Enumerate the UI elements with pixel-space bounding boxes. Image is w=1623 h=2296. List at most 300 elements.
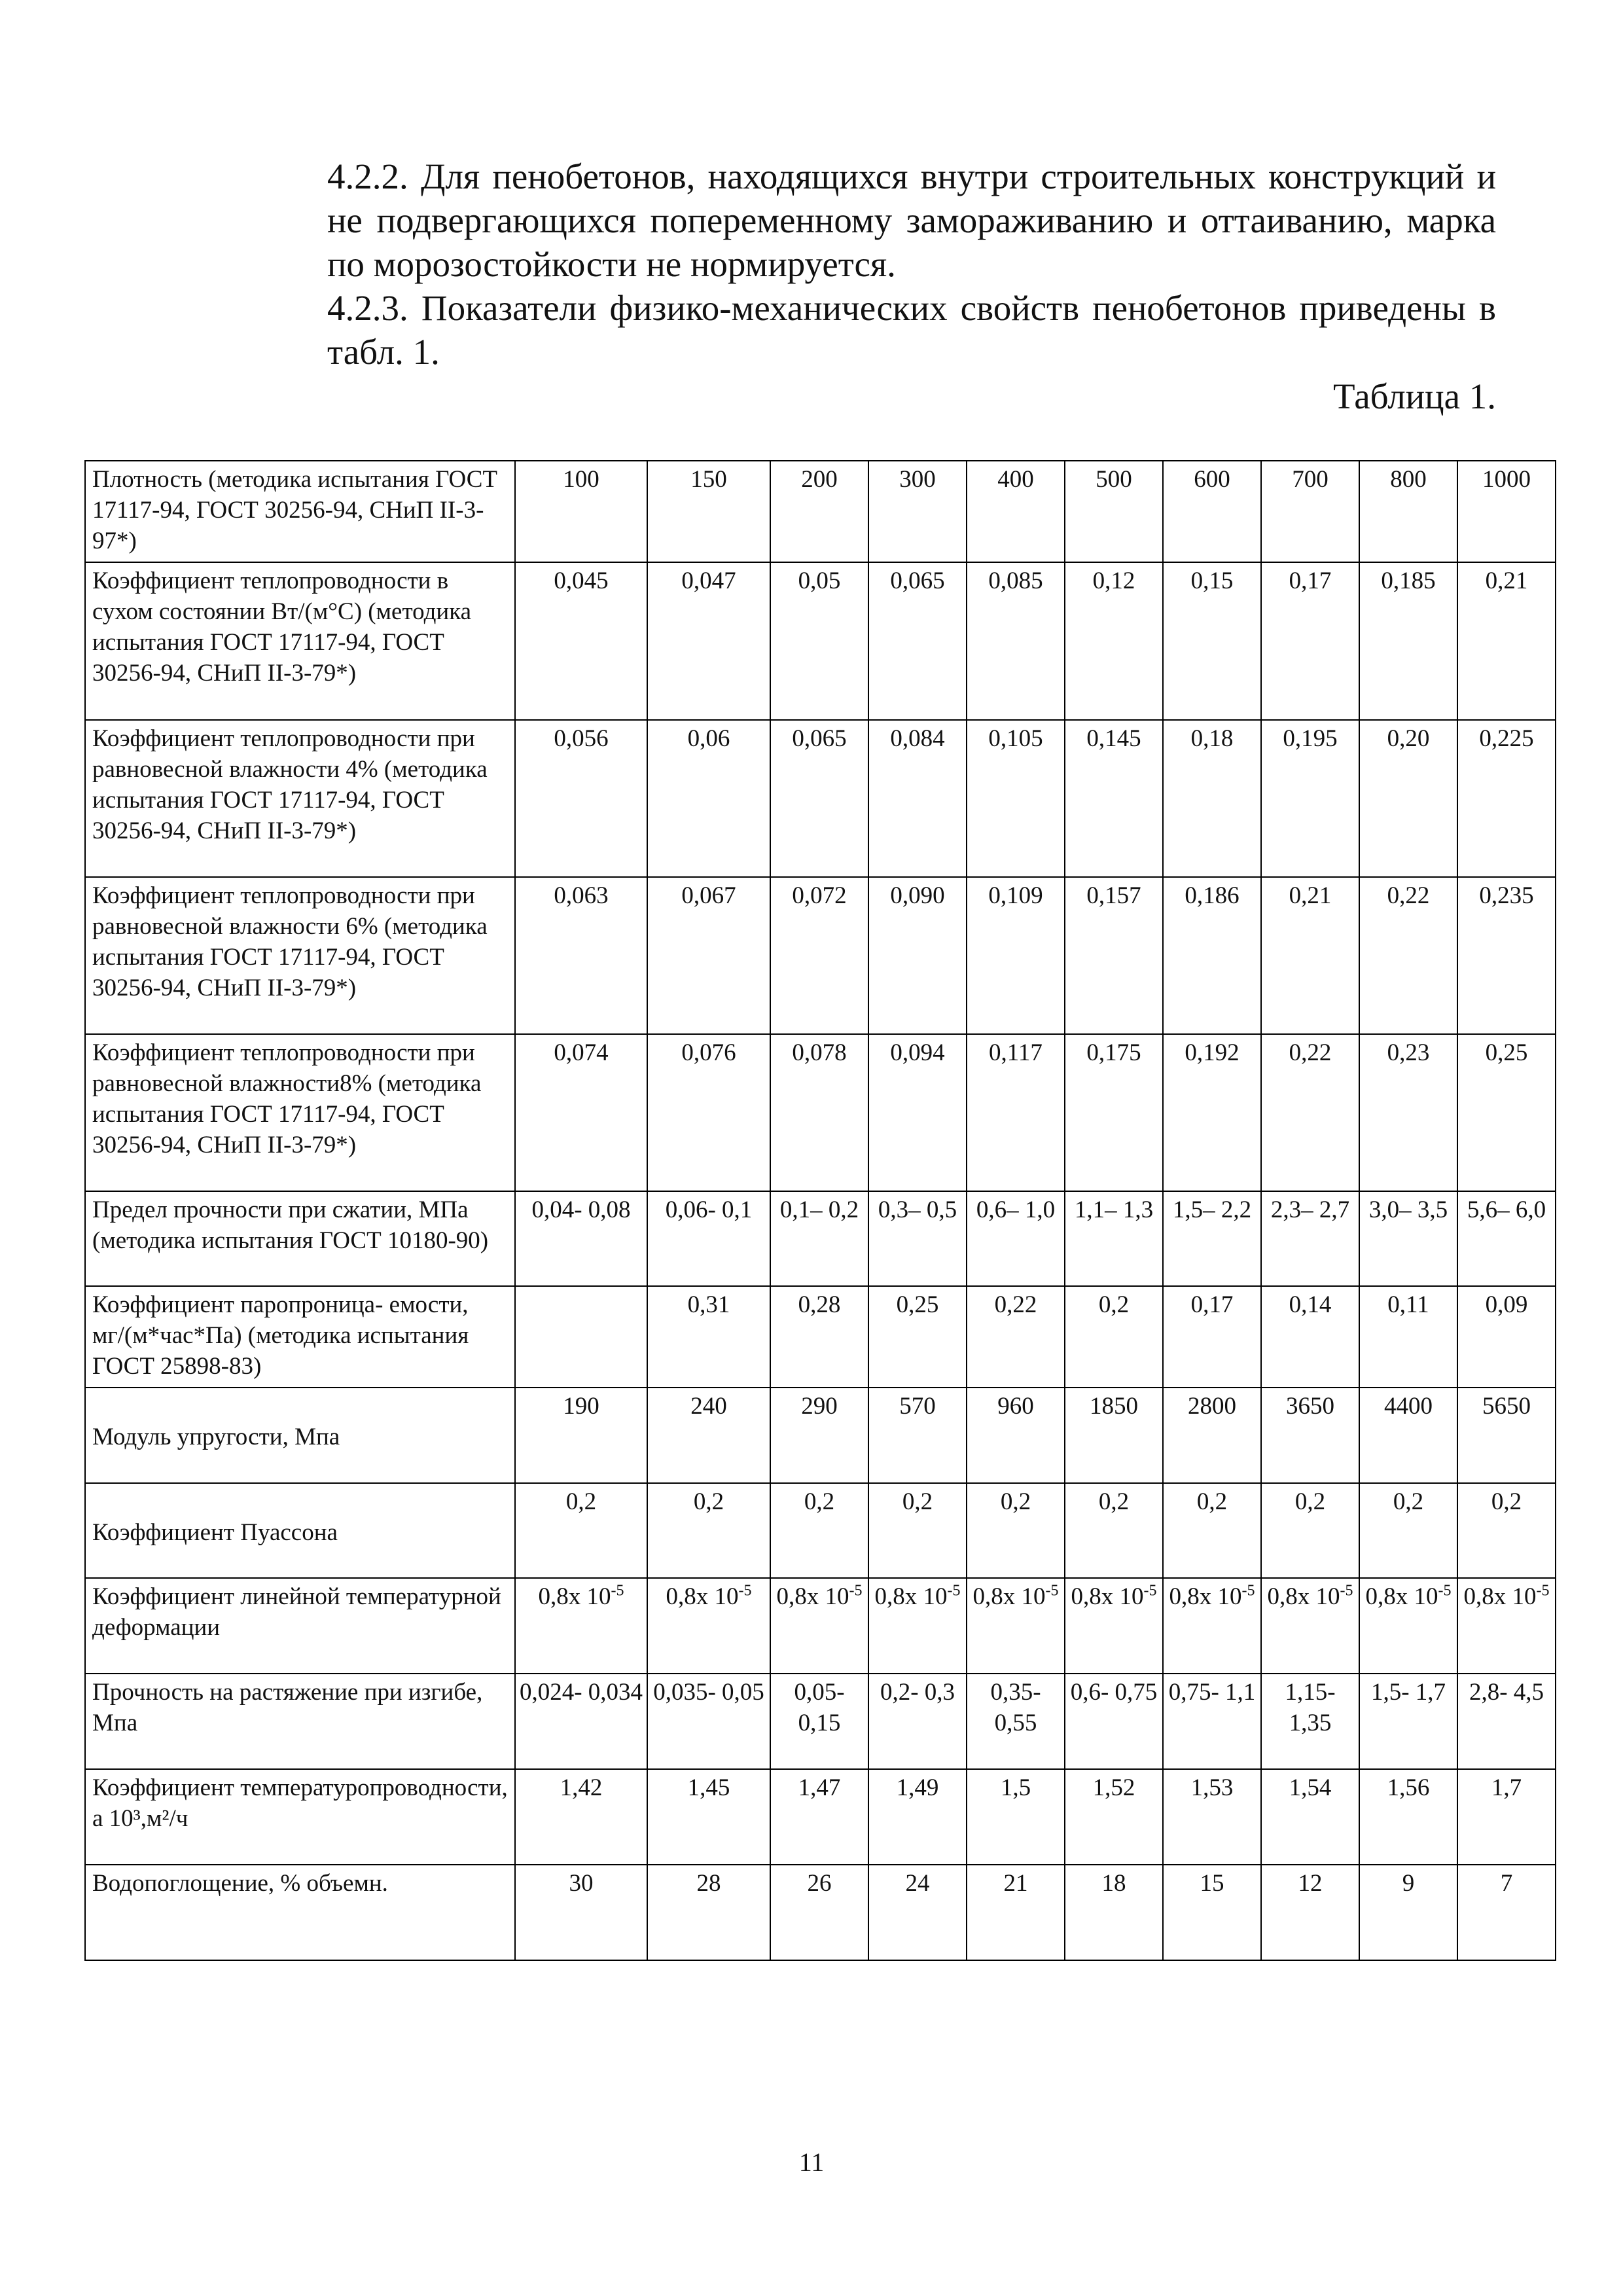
value-cell — [967, 1865, 1065, 1960]
cell-value: 0,05- 0,15 — [794, 1679, 845, 1736]
cell-value: 28 — [696, 1870, 721, 1897]
value-cell — [647, 1769, 770, 1865]
value-cell — [1065, 461, 1163, 562]
cell-value: 1,15- 1,35 — [1285, 1679, 1336, 1736]
value-cell — [1457, 1578, 1556, 1674]
table-row — [85, 1191, 1556, 1286]
cell-value: 0,6- 0,75 — [1070, 1679, 1158, 1706]
value-cell — [1163, 877, 1261, 1034]
value-cell — [967, 1769, 1065, 1865]
value-cell — [1457, 1286, 1556, 1388]
value-cell — [647, 1674, 770, 1769]
value-cell — [1359, 1578, 1457, 1674]
cell-value: 0,04- 0,08 — [531, 1196, 631, 1223]
value-cell — [868, 877, 967, 1034]
cell-value: 15 — [1200, 1870, 1224, 1897]
cell-value: 600 — [1194, 466, 1230, 493]
cell-value: 1,45 — [687, 1774, 730, 1801]
cell-value: 0,105 — [988, 725, 1043, 752]
cell-value: 0,186 — [1185, 882, 1240, 909]
cell-value: 570 — [899, 1393, 936, 1420]
value-cell — [770, 1483, 868, 1578]
table-row — [85, 1034, 1556, 1191]
cell-value: 0,084 — [890, 725, 945, 752]
paragraph-4-2-2: 4.2.2. Для пенобетонов, находящихся внутри строительных конструкций и не подвергающихся попеременному замораживанию и оттаиванию, марка по морозостойкости не нормируется. — [327, 156, 1496, 284]
value-cell — [515, 1578, 647, 1674]
cell-value: 2,8- 4,5 — [1469, 1679, 1544, 1706]
row-label-text: Плотность (методика испытания ГОСТ 17117-94, ГОСТ 30256-94, СНиП II-3-97*) — [92, 466, 498, 554]
value-cell — [1457, 1674, 1556, 1769]
value-cell — [1261, 1388, 1359, 1483]
cell-value: 0,192 — [1185, 1039, 1240, 1066]
cell-value: 12 — [1298, 1870, 1323, 1897]
value-cell — [868, 1388, 967, 1483]
cell-value: 1,42 — [560, 1774, 603, 1801]
exponent: -5 — [1438, 1582, 1452, 1600]
value-cell — [515, 461, 647, 562]
cell-value: 0,6– 1,0 — [976, 1196, 1056, 1223]
cell-value: 0,8х 10 — [538, 1583, 611, 1610]
paragraph-4-2-3: 4.2.3. Показатели физико-механических свойств пенобетонов приведены в табл. 1. — [327, 288, 1496, 372]
value-cell — [868, 1865, 967, 1960]
row-label-text: Коэффициент теплопроводности при равновесной влажности8% (методика испытания ГОСТ 17117-94, ГОСТ 30256-94, СНиП II-3-79*) — [92, 1039, 482, 1158]
cell-value: 0,09 — [1485, 1291, 1528, 1318]
cell-value: 0,094 — [890, 1039, 945, 1066]
value-cell — [647, 1578, 770, 1674]
cell-value: 0,15 — [1190, 567, 1234, 594]
value-cell — [647, 1191, 770, 1286]
value-cell — [647, 1865, 770, 1960]
table-row — [85, 562, 1556, 720]
value-cell — [770, 461, 868, 562]
cell-value: 0,065 — [792, 725, 847, 752]
value-cell — [770, 1769, 868, 1865]
value-cell — [770, 1578, 868, 1674]
value-cell — [967, 1483, 1065, 1578]
cell-value: 0,06- 0,1 — [665, 1196, 753, 1223]
value-cell — [1261, 720, 1359, 877]
cell-value: 0,090 — [890, 882, 945, 909]
cell-value: 0,175 — [1086, 1039, 1141, 1066]
cell-value: 0,8х 10 — [1169, 1583, 1242, 1610]
cell-value: 0,1– 0,2 — [779, 1196, 859, 1223]
row-label — [85, 1388, 515, 1483]
value-cell — [1457, 461, 1556, 562]
cell-value: 0,2 — [1294, 1488, 1326, 1515]
row-label — [85, 1191, 515, 1286]
table-row — [85, 720, 1556, 877]
value-cell — [1261, 1578, 1359, 1674]
cell-value: 18 — [1101, 1870, 1126, 1897]
cell-value: 1,52 — [1092, 1774, 1135, 1801]
cell-value: 0,072 — [792, 882, 847, 909]
row-label — [85, 1483, 515, 1578]
cell-value: 30 — [569, 1870, 594, 1897]
cell-value: 700 — [1292, 466, 1329, 493]
cell-value: 0,117 — [989, 1039, 1043, 1066]
cell-value: 1850 — [1090, 1393, 1138, 1420]
cell-value: 21 — [1003, 1870, 1028, 1897]
value-cell — [1163, 461, 1261, 562]
value-cell — [1261, 1286, 1359, 1388]
value-cell — [1065, 1483, 1163, 1578]
value-cell — [1359, 562, 1457, 720]
cell-value: 0,23 — [1387, 1039, 1430, 1066]
exponent: -5 — [947, 1582, 961, 1600]
exponent: -5 — [849, 1582, 863, 1600]
value-cell — [647, 562, 770, 720]
cell-value: 0,2 — [693, 1488, 724, 1515]
value-cell — [1359, 1034, 1457, 1191]
value-cell — [1359, 1674, 1457, 1769]
exponent: -5 — [1143, 1582, 1157, 1600]
table-row — [85, 1674, 1556, 1769]
cell-value: 0,22 — [1387, 882, 1430, 909]
row-label-text: Коэффициент Пуассона — [92, 1519, 338, 1546]
value-cell — [1359, 1483, 1457, 1578]
cell-value: 0,28 — [798, 1291, 841, 1318]
cell-value: 960 — [997, 1393, 1034, 1420]
value-cell — [1163, 1286, 1261, 1388]
cell-value: 0,2 — [565, 1488, 597, 1515]
value-cell — [770, 1191, 868, 1286]
page-number: 11 — [798, 2147, 825, 2177]
table-row — [85, 1865, 1556, 1960]
exponent: -5 — [1241, 1582, 1255, 1600]
cell-value: 0,185 — [1381, 567, 1436, 594]
value-cell — [1065, 1578, 1163, 1674]
value-cell — [1163, 1769, 1261, 1865]
label-spacer — [92, 1391, 508, 1422]
value-cell — [967, 1034, 1065, 1191]
cell-value: 7 — [1500, 1870, 1513, 1897]
cell-value: 1,56 — [1387, 1774, 1430, 1801]
value-cell — [1065, 562, 1163, 720]
table-caption: Таблица 1. — [1333, 376, 1496, 416]
cell-value: 0,31 — [687, 1291, 730, 1318]
cell-value: 0,065 — [890, 567, 945, 594]
value-cell — [770, 1865, 868, 1960]
row-label — [85, 562, 515, 720]
value-cell — [1065, 1865, 1163, 1960]
value-cell — [1457, 562, 1556, 720]
value-cell — [1457, 1769, 1556, 1865]
value-cell — [868, 1034, 967, 1191]
value-cell — [868, 1674, 967, 1769]
cell-value: 0,063 — [554, 882, 609, 909]
value-cell — [1065, 1034, 1163, 1191]
value-cell — [1457, 1865, 1556, 1960]
cell-value: 0,8х 10 — [972, 1583, 1046, 1610]
cell-value: 400 — [997, 466, 1034, 493]
value-cell — [1359, 461, 1457, 562]
cell-value: 1,5- 1,7 — [1370, 1679, 1446, 1706]
value-cell — [515, 1865, 647, 1960]
row-label — [85, 877, 515, 1034]
value-cell — [770, 720, 868, 877]
value-cell — [868, 1286, 967, 1388]
exponent: -5 — [1045, 1582, 1059, 1600]
cell-value: 0,8х 10 — [874, 1583, 948, 1610]
cell-value: 0,2 — [1196, 1488, 1228, 1515]
value-cell — [967, 720, 1065, 877]
cell-value: 0,8х 10 — [1071, 1583, 1144, 1610]
cell-value: 500 — [1096, 466, 1132, 493]
row-label-text: Коэффициент температуропроводности, а 10³,м²/ч — [92, 1774, 508, 1832]
value-cell — [770, 1674, 868, 1769]
cell-value: 0,2 — [902, 1488, 933, 1515]
cell-value: 1,49 — [896, 1774, 939, 1801]
value-cell — [647, 1034, 770, 1191]
value-cell — [1163, 1674, 1261, 1769]
value-cell — [1065, 720, 1163, 877]
cell-value: 0,8х 10 — [666, 1583, 739, 1610]
table-row — [85, 1769, 1556, 1865]
value-cell — [967, 1286, 1065, 1388]
cell-value: 1,5– 2,2 — [1172, 1196, 1252, 1223]
cell-value: 0,14 — [1289, 1291, 1332, 1318]
cell-value: 290 — [801, 1393, 838, 1420]
cell-value: 100 — [563, 466, 599, 493]
cell-value: 0,085 — [988, 567, 1043, 594]
value-cell — [967, 461, 1065, 562]
cell-value: 1,1– 1,3 — [1074, 1196, 1154, 1223]
value-cell — [1163, 720, 1261, 877]
cell-value: 0,078 — [792, 1039, 847, 1066]
table-row — [85, 1578, 1556, 1674]
table-row — [85, 877, 1556, 1034]
value-cell — [515, 1034, 647, 1191]
cell-value: 3,0– 3,5 — [1368, 1196, 1448, 1223]
cell-value: 0,35- 0,55 — [990, 1679, 1041, 1736]
cell-value: 1,53 — [1190, 1774, 1234, 1801]
value-cell — [967, 1388, 1065, 1483]
cell-value: 200 — [801, 466, 838, 493]
value-cell — [515, 1388, 647, 1483]
value-cell — [868, 1769, 967, 1865]
value-cell — [647, 461, 770, 562]
cell-value: 0,045 — [554, 567, 609, 594]
row-label — [85, 1034, 515, 1191]
value-cell — [1261, 1483, 1359, 1578]
table-row — [85, 461, 1556, 562]
cell-value: 0,17 — [1289, 567, 1332, 594]
cell-value: 0,047 — [681, 567, 736, 594]
value-cell — [647, 1483, 770, 1578]
cell-value: 0,2 — [804, 1488, 835, 1515]
cell-value: 2800 — [1188, 1393, 1236, 1420]
value-cell — [515, 720, 647, 877]
value-cell — [868, 1578, 967, 1674]
cell-value: 2,3– 2,7 — [1270, 1196, 1350, 1223]
row-label — [85, 1865, 515, 1960]
cell-value: 300 — [899, 466, 936, 493]
cell-value: 3650 — [1286, 1393, 1334, 1420]
cell-value: 0,8х 10 — [1365, 1583, 1438, 1610]
cell-value: 0,8х 10 — [1267, 1583, 1340, 1610]
value-cell — [1065, 877, 1163, 1034]
value-cell — [967, 562, 1065, 720]
value-cell — [1065, 1286, 1163, 1388]
value-cell — [1359, 1191, 1457, 1286]
value-cell — [1359, 1865, 1457, 1960]
value-cell — [647, 1388, 770, 1483]
cell-value: 0,076 — [681, 1039, 736, 1066]
cell-value: 0,18 — [1190, 725, 1234, 752]
value-cell — [515, 1769, 647, 1865]
value-cell — [1457, 1483, 1556, 1578]
cell-value: 0,2 — [1000, 1488, 1031, 1515]
value-cell — [770, 877, 868, 1034]
row-label — [85, 1578, 515, 1674]
cell-value: 0,11 — [1387, 1291, 1429, 1318]
cell-value: 0,8х 10 — [776, 1583, 849, 1610]
row-label-text: Коэффициент теплопроводности в сухом состоянии Вт/(м°С) (методика испытания ГОСТ 17117-94, ГОСТ 30256-94, СНиП II-3-79*) — [92, 567, 472, 687]
cell-value: 5650 — [1482, 1393, 1531, 1420]
exponent: -5 — [1536, 1582, 1550, 1600]
value-cell — [967, 1578, 1065, 1674]
value-cell — [1163, 1191, 1261, 1286]
value-cell — [1359, 1769, 1457, 1865]
cell-value: 0,8х 10 — [1463, 1583, 1537, 1610]
row-label-text: Водопоглощение, % объемн. — [92, 1870, 388, 1897]
value-cell — [1163, 1578, 1261, 1674]
value-cell — [770, 1034, 868, 1191]
cell-value: 24 — [905, 1870, 930, 1897]
value-cell — [770, 562, 868, 720]
value-cell — [1261, 1034, 1359, 1191]
value-cell — [770, 1388, 868, 1483]
cell-value: 1000 — [1482, 466, 1531, 493]
value-cell — [1457, 720, 1556, 877]
cell-value: 9 — [1402, 1870, 1415, 1897]
cell-value: 0,75- 1,1 — [1168, 1679, 1256, 1706]
row-label — [85, 1769, 515, 1865]
value-cell — [1261, 461, 1359, 562]
cell-value: 0,12 — [1092, 567, 1135, 594]
value-cell — [1163, 1483, 1261, 1578]
row-label-text: Коэффициент теплопроводности при равновесной влажности 6% (методика испытания ГОСТ 17117-94, ГОСТ 30256-94, СНиП II-3-79*) — [92, 882, 488, 1001]
cell-value: 150 — [690, 466, 727, 493]
row-label — [85, 1674, 515, 1769]
cell-value: 0,035- 0,05 — [653, 1679, 764, 1706]
table-row — [85, 1286, 1556, 1388]
value-cell — [515, 1483, 647, 1578]
row-label — [85, 1286, 515, 1388]
value-cell — [1065, 1388, 1163, 1483]
value-cell — [1065, 1191, 1163, 1286]
cell-value: 26 — [807, 1870, 832, 1897]
cell-value: 5,6– 6,0 — [1467, 1196, 1546, 1223]
cell-value: 1,5 — [1000, 1774, 1031, 1801]
cell-value: 0,195 — [1283, 725, 1338, 752]
value-cell — [1457, 1388, 1556, 1483]
value-cell — [868, 562, 967, 720]
value-cell — [1261, 1769, 1359, 1865]
value-cell — [1065, 1674, 1163, 1769]
table-row — [85, 1388, 1556, 1483]
value-cell — [770, 1286, 868, 1388]
row-label-text: Модуль упругости, Мпа — [92, 1424, 340, 1450]
value-cell — [647, 720, 770, 877]
cell-value: 0,2 — [1098, 1291, 1130, 1318]
value-cell — [1261, 1674, 1359, 1769]
cell-value: 0,20 — [1387, 725, 1430, 752]
table-row — [85, 1483, 1556, 1578]
value-cell — [967, 1191, 1065, 1286]
cell-value: 0,21 — [1289, 882, 1332, 909]
cell-value: 1,54 — [1289, 1774, 1332, 1801]
cell-value: 0,05 — [798, 567, 841, 594]
row-label-text: Предел прочности при сжатии, МПа (методика испытания ГОСТ 10180-90) — [92, 1196, 489, 1254]
exponent: -5 — [611, 1582, 624, 1600]
cell-value: 4400 — [1384, 1393, 1433, 1420]
cell-value: 0,074 — [554, 1039, 609, 1066]
value-cell — [515, 1674, 647, 1769]
cell-value: 0,2 — [1491, 1488, 1522, 1515]
row-label-text: Коэффициент паропроница- емости, мг/(м*час*Па) (методика испытания ГОСТ 25898-83) — [92, 1291, 469, 1380]
cell-value: 1,7 — [1491, 1774, 1522, 1801]
value-cell — [1359, 877, 1457, 1034]
row-label — [85, 461, 515, 562]
cell-value: 0,22 — [994, 1291, 1037, 1318]
exponent: -5 — [1340, 1582, 1353, 1600]
cell-value: 0,2 — [1098, 1488, 1130, 1515]
exponent: -5 — [738, 1582, 752, 1600]
value-cell — [1261, 562, 1359, 720]
cell-value: 0,225 — [1479, 725, 1534, 752]
cell-value: 0,2 — [1393, 1488, 1424, 1515]
value-cell — [1261, 1865, 1359, 1960]
cell-value: 190 — [563, 1393, 599, 1420]
value-cell — [1457, 1034, 1556, 1191]
row-label — [85, 720, 515, 877]
cell-value: 0,25 — [1485, 1039, 1528, 1066]
cell-value: 0,067 — [681, 882, 736, 909]
value-cell — [1457, 877, 1556, 1034]
value-cell — [1261, 877, 1359, 1034]
value-cell — [868, 461, 967, 562]
value-cell — [1359, 1388, 1457, 1483]
cell-value: 0,21 — [1485, 567, 1528, 594]
cell-value: 0,235 — [1479, 882, 1534, 909]
cell-value: 0,17 — [1190, 1291, 1234, 1318]
value-cell — [967, 1674, 1065, 1769]
value-cell — [967, 877, 1065, 1034]
cell-value: 0,3– 0,5 — [878, 1196, 957, 1223]
row-label-text: Прочность на растяжение при изгибе, Мпа — [92, 1679, 483, 1736]
cell-value: 0,2- 0,3 — [880, 1679, 955, 1706]
cell-value: 0,024- 0,034 — [519, 1679, 643, 1706]
value-cell — [868, 1483, 967, 1578]
value-cell — [1163, 1034, 1261, 1191]
cell-value: 0,157 — [1086, 882, 1141, 909]
value-cell — [515, 1286, 647, 1388]
row-label-text: Коэффициент теплопроводности при равновесной влажности 4% (методика испытания ГОСТ 17117-94, ГОСТ 30256-94, СНиП II-3-79*) — [92, 725, 488, 844]
value-cell — [1163, 1865, 1261, 1960]
cell-value: 240 — [690, 1393, 727, 1420]
value-cell — [1359, 720, 1457, 877]
value-cell — [868, 1191, 967, 1286]
row-label-text: Коэффициент линейной температурной деформации — [92, 1583, 501, 1641]
value-cell — [1163, 562, 1261, 720]
cell-value: 0,109 — [988, 882, 1043, 909]
value-cell — [647, 877, 770, 1034]
value-cell — [515, 1191, 647, 1286]
value-cell — [647, 1286, 770, 1388]
value-cell — [1163, 1388, 1261, 1483]
cell-value: 1,47 — [798, 1774, 841, 1801]
